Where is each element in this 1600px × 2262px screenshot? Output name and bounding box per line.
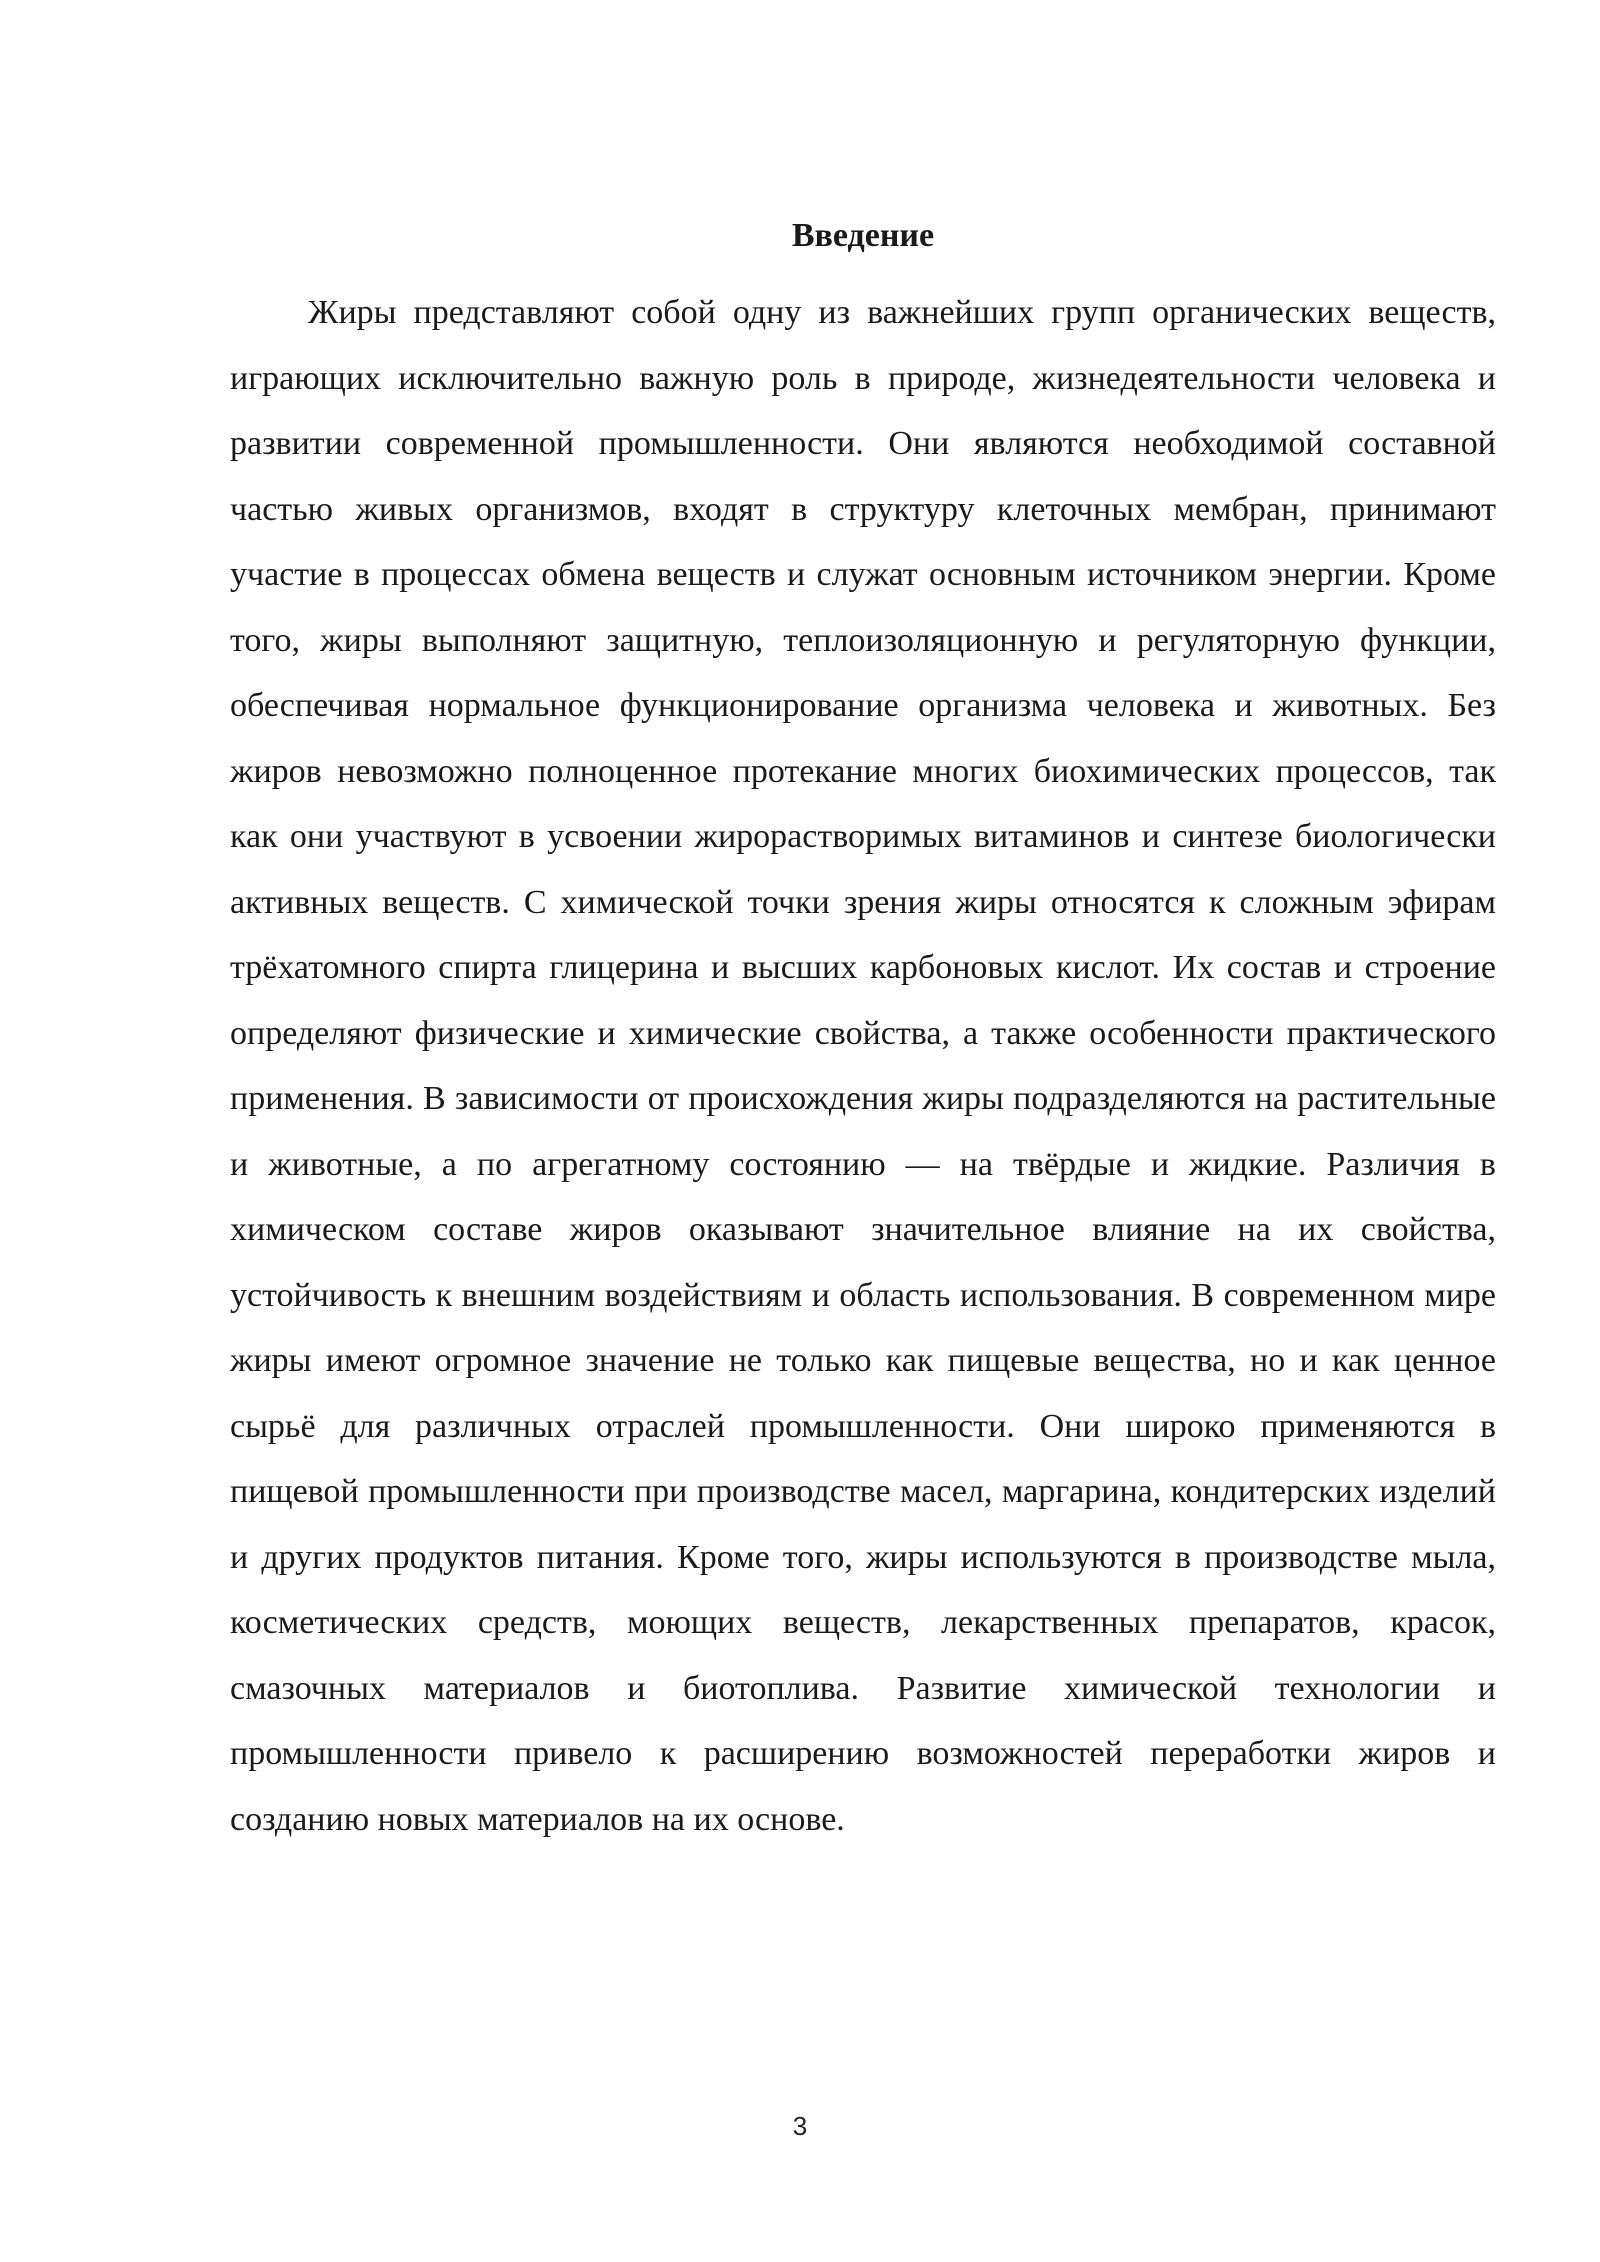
page-number: 3 [792, 2111, 808, 2141]
body-paragraph: Жиры представляют собой одну из важнейших групп органических веществ, играющих исключительно важную роль в природе, жизнедеятельности человека и развитии современной промышленности. Они являются необходимой составной частью живых организмов, входят в структуру клеточных мембран, принимают участие в процессах обмена веществ и служат основным источником энергии. Кроме того, жиры выполняют защитную, теплоизоляционную и регуляторную функции, обеспечивая нормальное функционирование организма человека и животных. Без жиров невозможно полноценное протекание многих биохимических процессов, так как они участвуют в усвоении жирорастворимых витаминов и синтезе биологически активных веществ. С химической точки зрения жиры относятся к сложным эфирам трёхатомного спирта глицерина и высших карбоновых кислот. Их состав и строение определяют физические и химические свойства, а также особенности практического применения. В зависимости от происхождения жиры подразделяются на растительные и животные, а по агрегатному состоянию — на твёрдые и жидкие. Различия в химическом составе жиров оказывают значительное влияние на их свойства, устойчивость к внешним воздействиям и область использования. В современном мире жиры имеют огромное значение не только как пищевые вещества, но и как ценное сырьё для различных отраслей промышленности. Они широко применяются в пищевой промышленности при производстве масел, маргарина, кондитерских изделий и других продуктов питания. Кроме того, жиры используются в производстве мыла, косметических средств, моющих веществ, лекарственных препаратов, красок, смазочных материалов и биотоплива. Развитие химической технологии и промышленности привело к расширению возможностей переработки жиров и созданию новых материалов на их основе. [230, 294, 1496, 1838]
section-heading: Введение [791, 217, 935, 254]
